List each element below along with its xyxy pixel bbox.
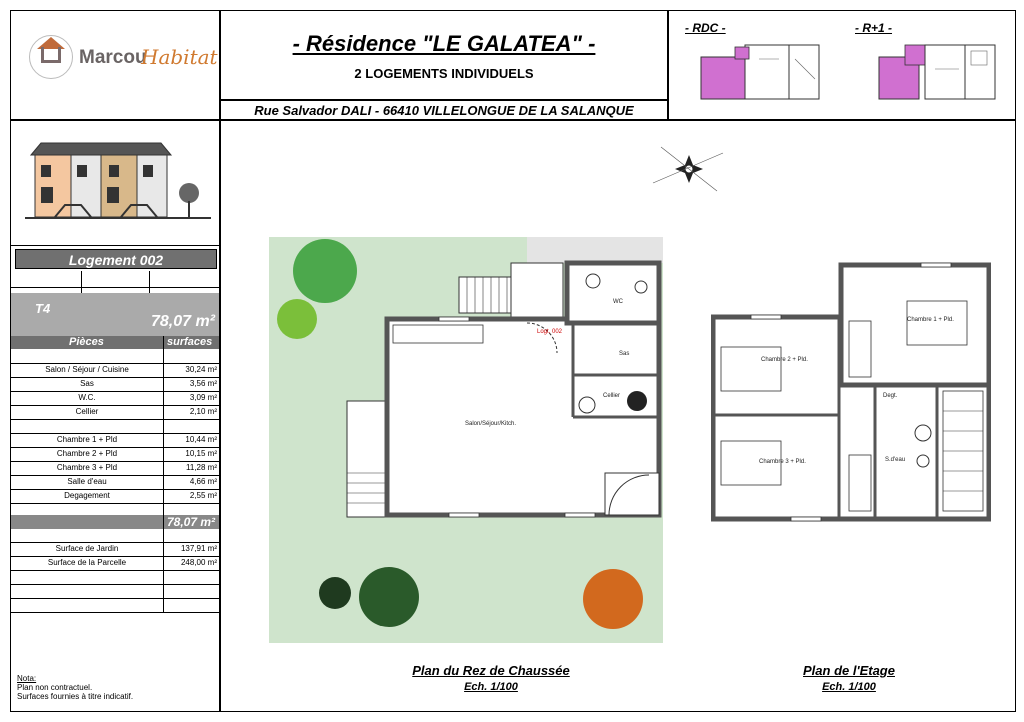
row-piece: W.C. — [78, 393, 96, 402]
row-surface: 3,09 m² — [189, 393, 217, 402]
table-row — [11, 462, 219, 476]
note — [17, 674, 133, 701]
table-row-blank — [11, 420, 219, 434]
note-line-2: Surfaces fournies à titre indicatif. — [17, 692, 134, 701]
logo-house-icon — [41, 47, 61, 63]
thumb-r1-plan — [875, 39, 1001, 109]
rdc-plan — [269, 237, 665, 645]
title-area — [220, 10, 668, 100]
row-surface: 11,28 m² — [186, 463, 217, 472]
row-surface: 2,55 m² — [189, 491, 217, 500]
row-surface: 10,44 m² — [185, 435, 217, 444]
row-surface: 3,56 m² — [189, 379, 217, 388]
row-piece: Cellier — [75, 407, 99, 416]
logement-title: Logement 002 — [15, 249, 217, 269]
row-piece: Surface de la Parcelle — [47, 558, 127, 567]
table-row — [11, 392, 219, 406]
note-line-1: Plan non contractuel. — [17, 683, 93, 692]
table-row-blank — [11, 571, 219, 585]
compass-icon — [641, 135, 731, 205]
page-subtitle: 2 LOGEMENTS INDIVIDUELS — [354, 66, 534, 81]
logement-type: T4 — [35, 301, 51, 316]
etage-room-ch3: Chambre 3 + Pld. — [759, 459, 806, 465]
pieces-header — [11, 336, 219, 349]
rdc-plan-scale: Ech. 1/100 — [464, 681, 518, 693]
etage-plan-title: Plan de l'Etage — [803, 663, 895, 678]
etage-room-ch2: Chambre 2 + Pld. — [761, 357, 808, 363]
etage-room-ch1: Chambre 1 + Pld. — [907, 317, 954, 323]
row-piece: Salle d'eau — [67, 477, 107, 486]
row-piece: Chambre 3 + Pld — [56, 463, 118, 472]
rdc-room-sas: Sas — [619, 351, 630, 357]
total-row: 78,07 m² — [11, 515, 219, 529]
logo-brand-1: Marcou — [79, 47, 147, 68]
table-row — [11, 557, 219, 571]
row-piece: Chambre 1 + Pld — [56, 435, 118, 444]
row-surface: 2,10 m² — [189, 407, 217, 416]
grid-row-blank — [11, 271, 219, 288]
page-title: - Résidence "LE GALATEA" - — [292, 31, 596, 56]
col-surfaces: surfaces — [167, 336, 213, 348]
etage-plan — [711, 261, 991, 523]
table-row-blank — [11, 529, 219, 543]
row-surface: 4,66 m² — [189, 477, 217, 486]
row-surface: 10,15 m² — [185, 449, 217, 458]
summary-panel — [10, 120, 220, 712]
table-row-blank — [11, 585, 219, 599]
thumb-rdc-plan — [699, 39, 825, 109]
address-area — [220, 100, 668, 120]
logo-brand-2: Habitat — [141, 45, 218, 69]
etage-room-degt: Degt. — [883, 393, 898, 399]
row-surface: 137,91 m² — [180, 544, 217, 553]
table-row — [11, 434, 219, 448]
level-thumbnails — [668, 10, 1016, 120]
table-row — [11, 543, 219, 557]
logo-area — [10, 10, 220, 120]
row-piece: Surface de Jardin — [55, 544, 119, 553]
thumb-rdc-label: - RDC - — [685, 21, 726, 35]
rdc-room-cellier: Cellier — [603, 393, 621, 399]
etage-plan-scale: Ech. 1/100 — [822, 681, 876, 693]
table-row-blank — [11, 599, 219, 613]
address: Rue Salvador DALI - 66410 VILLELONGUE DE LA SALANQUE — [254, 103, 634, 118]
type-summary — [11, 293, 219, 337]
logement-total: 78,07 m² — [150, 313, 215, 330]
table-row — [11, 364, 219, 378]
rdc-plan-title: Plan du Rez de Chaussée — [412, 663, 570, 678]
facade-illustration — [11, 121, 219, 246]
row-piece: Chambre 2 + Pld — [56, 449, 118, 458]
table-row — [11, 490, 219, 504]
rdc-room-wc: WC — [613, 299, 623, 305]
row-piece: Degagement — [64, 491, 110, 500]
table-row — [11, 476, 219, 490]
thumb-r1-label: - R+1 - — [855, 21, 893, 35]
rdc-room-salon: Salon/Séjour/Kitch. — [465, 421, 517, 427]
table-row — [11, 448, 219, 462]
col-pieces: Pièces — [69, 336, 104, 348]
rdc-logt-label: Logt. 002 — [537, 329, 563, 335]
table-row — [11, 406, 219, 420]
row-piece: Salon / Séjour / Cuisine — [45, 365, 129, 374]
plans-area — [220, 120, 1016, 712]
table-row-blank — [11, 350, 219, 364]
table-divider — [163, 336, 164, 613]
row-surface: 30,24 m² — [185, 365, 217, 374]
row-piece: Sas — [80, 379, 94, 388]
etage-room-sdeau: S.d'eau — [885, 457, 906, 463]
table-row — [11, 378, 219, 392]
row-surface: 248,00 m² — [180, 558, 217, 567]
note-title: Nota: — [17, 674, 37, 683]
